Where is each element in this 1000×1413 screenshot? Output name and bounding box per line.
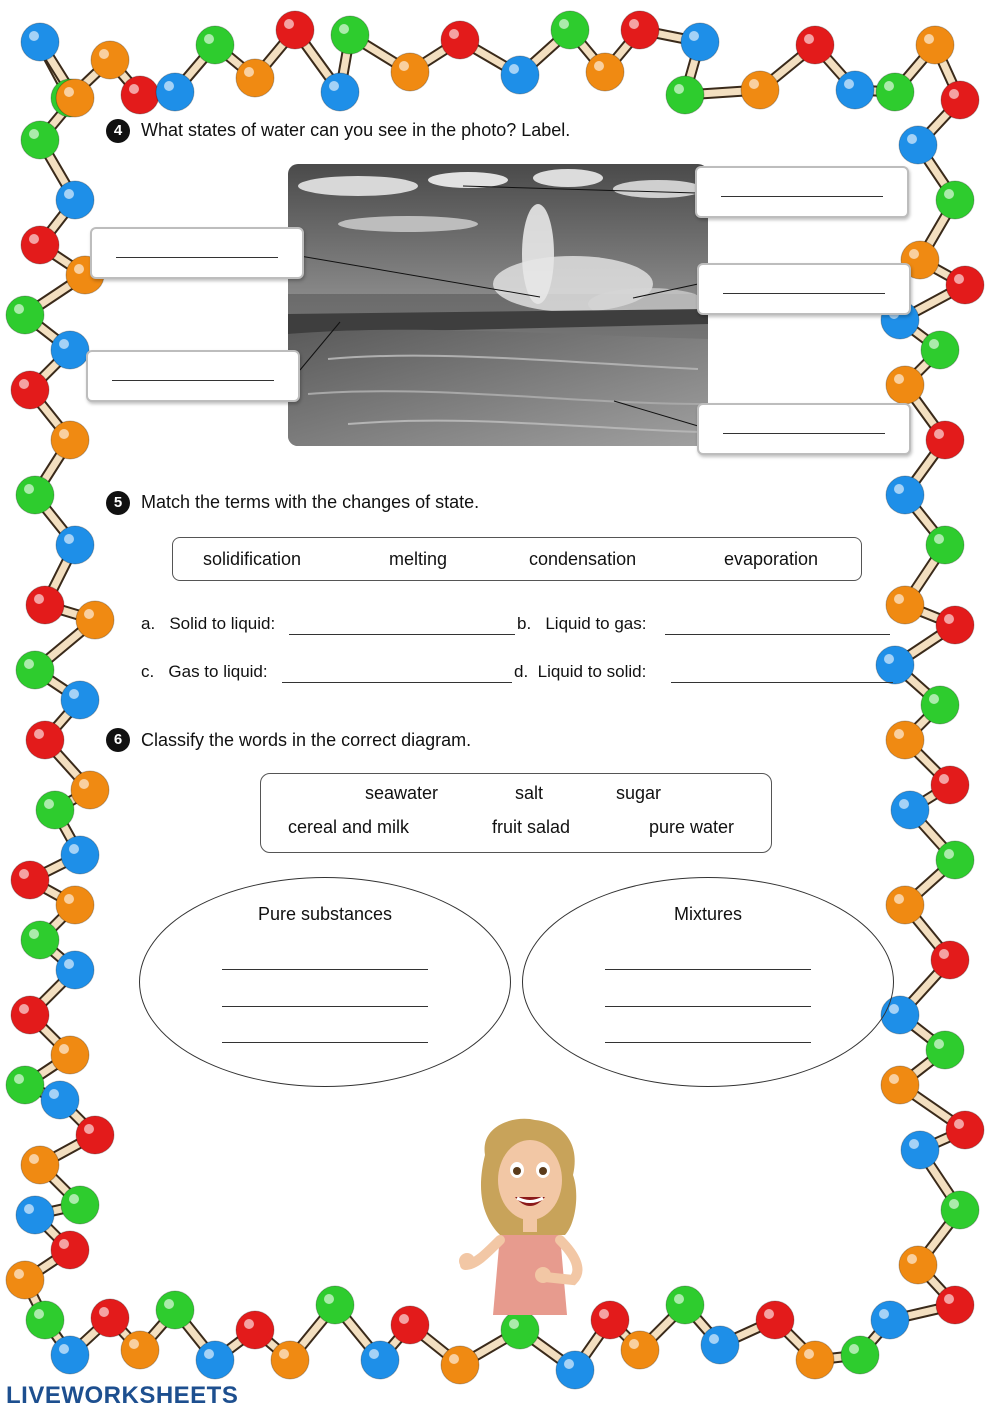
atom — [701, 1326, 739, 1364]
atom — [621, 1331, 659, 1369]
atom-highlight — [84, 609, 94, 619]
match-c-answer-line[interactable] — [282, 682, 512, 683]
atom-highlight — [64, 959, 74, 969]
atom-highlight — [944, 1294, 954, 1304]
question-4-number: 4 — [106, 119, 130, 143]
mixtures-answer-line-1[interactable] — [605, 969, 811, 970]
atom — [196, 1341, 234, 1379]
atom — [51, 1036, 89, 1074]
label-box-left-upper[interactable] — [90, 227, 304, 279]
atom-highlight — [879, 1309, 889, 1319]
mixtures-title: Mixtures — [673, 904, 742, 924]
atom-highlight — [79, 779, 89, 789]
atom — [936, 606, 974, 644]
match-b-label: b. Liquid to gas: — [517, 614, 647, 633]
atom — [61, 836, 99, 874]
atom-highlight — [954, 1119, 964, 1129]
atom-highlight — [894, 484, 904, 494]
atom-highlight — [449, 1354, 459, 1364]
match-a-answer-line[interactable] — [289, 634, 515, 635]
atom-highlight — [764, 1309, 774, 1319]
atom — [899, 1246, 937, 1284]
atom — [756, 1301, 794, 1339]
atom — [441, 1346, 479, 1384]
atom-highlight — [889, 1004, 899, 1014]
atom-highlight — [64, 894, 74, 904]
atom — [76, 1116, 114, 1154]
atom-highlight — [939, 774, 949, 784]
liveworksheets-logo: LIVEWORKSHEETS — [6, 1382, 239, 1409]
atom — [56, 951, 94, 989]
atom — [936, 1286, 974, 1324]
atom — [41, 1081, 79, 1119]
atom-highlight — [129, 1339, 139, 1349]
atom-highlight — [894, 594, 904, 604]
atom-highlight — [64, 534, 74, 544]
atom — [71, 771, 109, 809]
atom — [921, 686, 959, 724]
atom-highlight — [907, 1254, 917, 1264]
word-salt: salt — [515, 783, 544, 803]
word-cereal-and-milk: cereal and milk — [288, 817, 410, 837]
label-box-bottom-right[interactable] — [697, 403, 911, 455]
atom — [876, 646, 914, 684]
atom-highlight — [939, 949, 949, 959]
atom — [901, 1131, 939, 1169]
atom — [91, 1299, 129, 1337]
atom — [121, 1331, 159, 1369]
atom — [76, 601, 114, 639]
atom — [891, 791, 929, 829]
atom-highlight — [24, 659, 34, 669]
atom-highlight — [324, 1294, 334, 1304]
atom-highlight — [24, 484, 34, 494]
atom — [391, 1306, 429, 1344]
atom — [946, 1111, 984, 1149]
term-evaporation: evaporation — [724, 549, 819, 569]
atom-highlight — [59, 1044, 69, 1054]
pure-answer-line-1[interactable] — [222, 969, 428, 970]
atom-highlight — [99, 1307, 109, 1317]
atom-highlight — [899, 799, 909, 809]
atom-highlight — [949, 1199, 959, 1209]
mixtures-answer-line-2[interactable] — [605, 1006, 811, 1007]
atom-highlight — [14, 1074, 24, 1084]
word-pure-water: pure water — [649, 817, 735, 837]
pure-answer-line-3[interactable] — [222, 1042, 428, 1043]
question-6-text: Classify the words in the correct diagram. — [141, 730, 472, 750]
atom — [931, 941, 969, 979]
question-4-text: What states of water can you see in the photo? Label. — [141, 120, 571, 140]
question-5-number: 5 — [106, 491, 130, 515]
atom-highlight — [59, 1344, 69, 1354]
atom — [926, 1031, 964, 1069]
terms-box — [172, 537, 862, 581]
atom — [51, 1231, 89, 1269]
atom-highlight — [564, 1359, 574, 1369]
atom-highlight — [19, 869, 29, 879]
atom-highlight — [24, 1204, 34, 1214]
word-seawater: seawater — [365, 783, 439, 803]
atom-highlight — [934, 534, 944, 544]
mixtures-diagram — [522, 877, 894, 1087]
atom-highlight — [59, 1239, 69, 1249]
match-d-label: d. Liquid to solid: — [514, 662, 647, 681]
atom-highlight — [894, 894, 904, 904]
atom-highlight — [399, 1314, 409, 1324]
atom — [156, 1291, 194, 1329]
question-6-number: 6 — [106, 728, 130, 752]
atom-highlight — [29, 1154, 39, 1164]
atom-highlight — [44, 799, 54, 809]
atom — [501, 1311, 539, 1349]
match-d-answer-line[interactable] — [671, 682, 893, 683]
atom-highlight — [34, 594, 44, 604]
question-5-text: Match the terms with the changes of state. — [141, 492, 480, 512]
atom — [931, 766, 969, 804]
atom — [21, 1146, 59, 1184]
atom — [11, 996, 49, 1034]
atom — [26, 721, 64, 759]
atom-highlight — [164, 1299, 174, 1309]
atom-highlight — [49, 1089, 59, 1099]
teacher-avatar — [455, 1115, 605, 1315]
atom — [666, 1286, 704, 1324]
atom-highlight — [204, 1349, 214, 1359]
atom — [56, 526, 94, 564]
match-a-label: a. Solid to liquid: — [141, 614, 276, 633]
atom-highlight — [34, 1309, 44, 1319]
atom — [886, 586, 924, 624]
atom-highlight — [709, 1334, 719, 1344]
atom — [886, 721, 924, 759]
atom-highlight — [889, 1074, 899, 1084]
word-sugar: sugar — [616, 783, 662, 803]
words-box — [260, 773, 772, 853]
atom — [56, 886, 94, 924]
atom-highlight — [929, 694, 939, 704]
atom — [36, 791, 74, 829]
atom — [316, 1286, 354, 1324]
atom-highlight — [804, 1349, 814, 1359]
atom — [51, 1336, 89, 1374]
atom — [881, 1066, 919, 1104]
atom-highlight — [69, 689, 79, 699]
atom — [11, 861, 49, 899]
atom-highlight — [244, 1319, 254, 1329]
atom — [16, 476, 54, 514]
atom-highlight — [14, 1269, 24, 1279]
atom-highlight — [674, 1294, 684, 1304]
atom-highlight — [69, 1194, 79, 1204]
atom-highlight — [29, 929, 39, 939]
atom-highlight — [944, 849, 954, 859]
atom — [61, 1186, 99, 1224]
label-box-left-lower[interactable] — [86, 350, 300, 402]
label-box-right-middle[interactable] — [697, 263, 911, 315]
atom-highlight — [19, 1004, 29, 1014]
term-condensation: condensation — [529, 549, 637, 569]
label-box-top-right[interactable] — [695, 166, 909, 218]
atom — [796, 1341, 834, 1379]
atom — [271, 1341, 309, 1379]
mixtures-answer-line-3[interactable] — [605, 1042, 811, 1043]
pure-answer-line-2[interactable] — [222, 1006, 428, 1007]
atom — [941, 1191, 979, 1229]
atom-highlight — [509, 1319, 519, 1329]
atom-highlight — [944, 614, 954, 624]
atom — [16, 651, 54, 689]
term-melting: melting — [389, 549, 448, 569]
pure-substances-diagram — [139, 877, 511, 1087]
atom-highlight — [369, 1349, 379, 1359]
match-c-label: c. Gas to liquid: — [141, 662, 268, 681]
atom — [886, 476, 924, 514]
atom — [26, 1301, 64, 1339]
atom — [26, 586, 64, 624]
atom — [236, 1311, 274, 1349]
atom-highlight — [934, 1039, 944, 1049]
atom — [21, 921, 59, 959]
atom-highlight — [849, 1344, 859, 1354]
atom — [556, 1351, 594, 1389]
match-b-answer-line[interactable] — [665, 634, 890, 635]
atom-highlight — [884, 654, 894, 664]
atom-highlight — [69, 844, 79, 854]
atom — [16, 1196, 54, 1234]
pure-substances-title: Pure substances — [257, 904, 393, 924]
atom — [6, 1261, 44, 1299]
atom — [6, 1066, 44, 1104]
atom — [361, 1341, 399, 1379]
term-solidification: solidification — [203, 549, 302, 569]
atom-highlight — [34, 729, 44, 739]
atom-highlight — [84, 1124, 94, 1134]
atom — [61, 681, 99, 719]
atom — [841, 1336, 879, 1374]
atom — [936, 841, 974, 879]
atom — [871, 1301, 909, 1339]
word-fruit-salad: fruit salad — [492, 817, 571, 837]
atom-highlight — [629, 1339, 639, 1349]
atom-highlight — [894, 729, 904, 739]
atom-highlight — [909, 1139, 919, 1149]
atom — [926, 526, 964, 564]
atom-highlight — [279, 1349, 289, 1359]
